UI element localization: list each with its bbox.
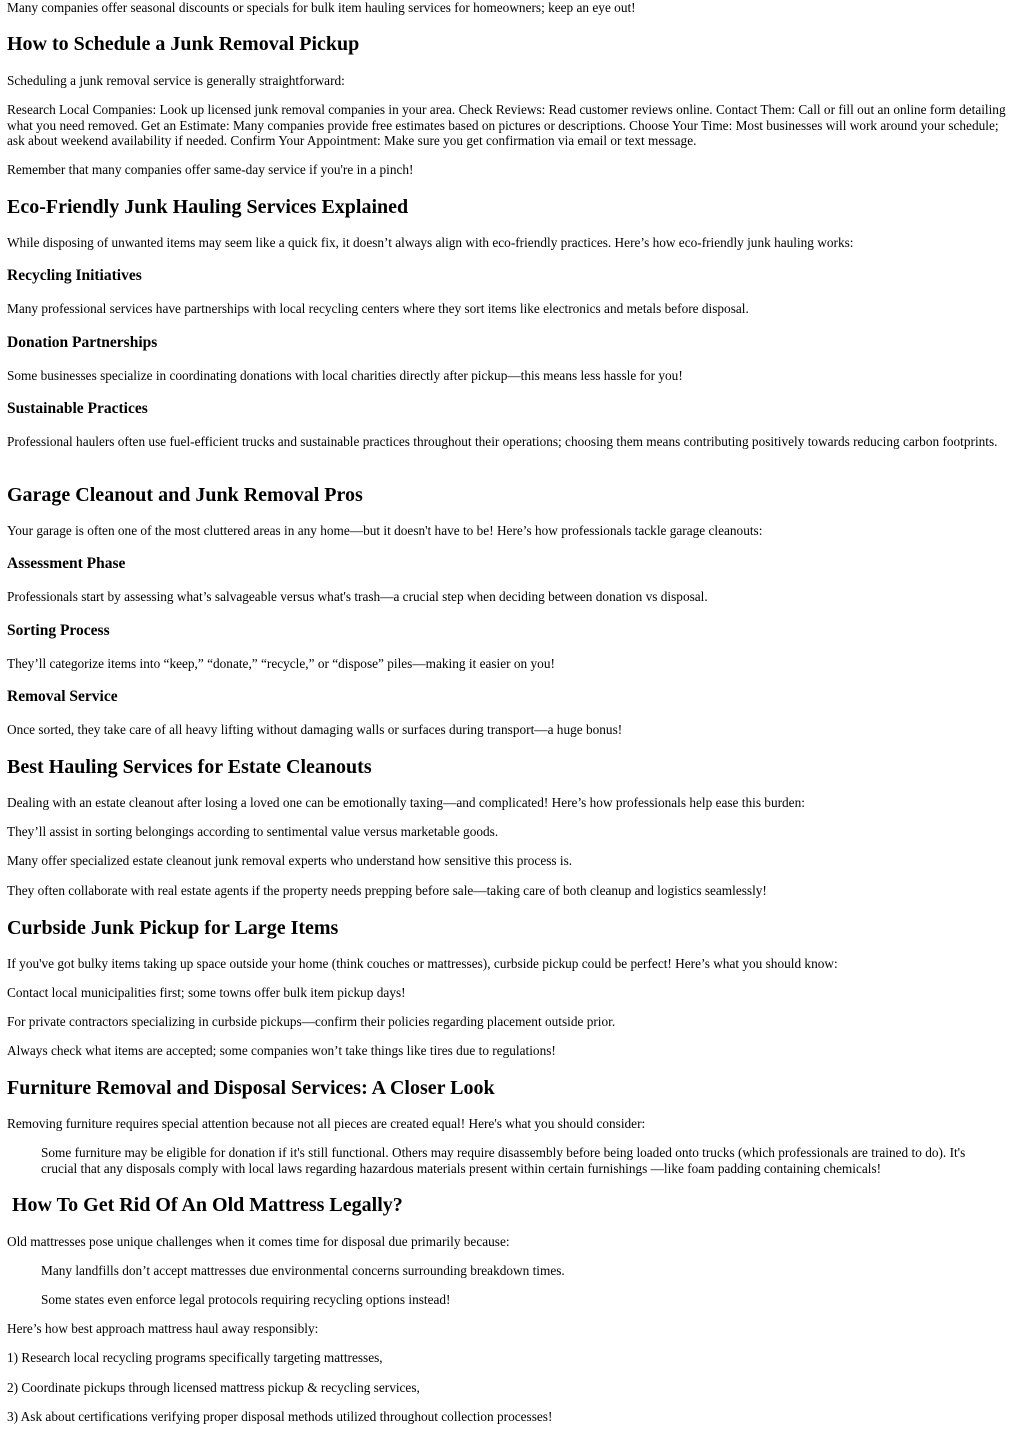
sorting-paragraph: They’ll categorize items into “keep,” “donate,” “recycle,” or “dispose” piles—making it easier on you! [7, 656, 555, 671]
garage-paragraph-1: Your garage is often one of the most cluttered areas in any home—but it doesn't have to be! Here’s how professionals tackle garage cleanouts: [7, 523, 763, 538]
heading-furniture: Furniture Removal and Disposal Services: A Closer Look [7, 1077, 495, 1099]
estate-paragraph-3: Many offer specialized estate cleanout junk removal experts who understand how sensitive this process is. [7, 853, 573, 868]
curbside-paragraph-2: Contact local municipalities first; some towns offer bulk item pickup days! [7, 985, 406, 1000]
eco-paragraph-1: While disposing of unwanted items may seem like a quick fix, it doesn’t always align with eco-friendly practices. Here’s how eco-friendly junk hauling works: [7, 235, 854, 250]
schedule-paragraph-1: Scheduling a junk removal service is generally straightforward: [7, 73, 345, 88]
mattress-paragraph-1: Old mattresses pose unique challenges when it comes time for disposal due primarily because: [7, 1234, 510, 1249]
recycling-paragraph: Many professional services have partnerships with local recycling centers where they sort items like electronics and metals before disposal. [7, 301, 749, 316]
heading-sustainable: Sustainable Practices [7, 400, 148, 417]
mattress-step-2: 2) Coordinate pickups through licensed mattress pickup & recycling services, [7, 1380, 420, 1395]
mattress-quote-2: Some states even enforce legal protocols requiring recycling options instead! [41, 1292, 451, 1307]
heading-donation: Donation Partnerships [7, 334, 158, 351]
intro-paragraph: Many companies offer seasonal discounts or specials for bulk item hauling services for homeowners; keep an eye out! [7, 0, 636, 15]
mattress-step-1: 1) Research local recycling programs specifically targeting mattresses, [7, 1350, 383, 1365]
furniture-paragraph-1: Removing furniture requires special attention because not all pieces are created equal! Here's what you should consider: [7, 1116, 646, 1131]
heading-estate: Best Hauling Services for Estate Cleanouts [7, 756, 372, 778]
sustainable-paragraph: Professional haulers often use fuel-efficient trucks and sustainable practices throughout their operations; choosing them means contributing positively towards reducing carbon footprints. [7, 434, 998, 449]
heading-sorting: Sorting Process [7, 622, 110, 639]
estate-paragraph-1: Dealing with an estate cleanout after losing a loved one can be emotionally taxing—and complicated! Here’s how professionals help ease this burden: [7, 795, 805, 810]
mattress-step-3: 3) Ask about certifications verifying proper disposal methods utilized throughout collection processes! [7, 1409, 553, 1424]
furniture-blockquote: Some furniture may be eligible for donation if it's still functional. Others may require disassembly before being loaded onto trucks (which professionals are trained to do). It's crucial that any disposals comply with local laws regarding hazardous materials present within certain furnishings —like foam padding containing chemicals! [41, 1145, 966, 1176]
mattress-paragraph-2: Here’s how best approach mattress haul away responsibly: [7, 1321, 319, 1336]
curbside-paragraph-3: For private contractors specializing in curbside pickups—confirm their policies regarding placement outside prior. [7, 1014, 616, 1029]
heading-curbside: Curbside Junk Pickup for Large Items [7, 917, 339, 939]
heading-assessment: Assessment Phase [7, 555, 126, 572]
estate-paragraph-4: They often collaborate with real estate agents if the property needs prepping before sale—taking care of both cleanup and logistics seamlessly! [7, 883, 767, 898]
heading-garage: Garage Cleanout and Junk Removal Pros [7, 484, 363, 506]
heading-removal: Removal Service [7, 688, 118, 705]
schedule-paragraph-2: Research Local Companies: Look up licensed junk removal companies in your area. Check Reviews: Read customer reviews online. Contact Them: Call or fill out an online form detailing what you need removed. Get an Estimate: Many companies provide free estimates based on pictures or descriptions. Choose Your Time: Most businesses will work around your schedule; ask about weekend availability if needed. Confirm Your Appointment: Make sure you get confirmation via email or text message. [7, 102, 1006, 148]
heading-recycling: Recycling Initiatives [7, 267, 142, 284]
mattress-quote-1: Many landfills don’t accept mattresses due environmental concerns surrounding breakdown times. [41, 1263, 565, 1278]
schedule-paragraph-3: Remember that many companies offer same-day service if you're in a pinch! [7, 162, 414, 177]
heading-eco: Eco-Friendly Junk Hauling Services Explained [7, 196, 409, 218]
curbside-paragraph-4: Always check what items are accepted; some companies won’t take things like tires due to regulations! [7, 1043, 556, 1058]
curbside-paragraph-1: If you've got bulky items taking up space outside your home (think couches or mattresses), curbside pickup could be perfect! Here’s what you should know: [7, 956, 838, 971]
removal-paragraph: Once sorted, they take care of all heavy lifting without damaging walls or surfaces during transport—a huge bonus! [7, 722, 623, 737]
estate-paragraph-2: They’ll assist in sorting belongings according to sentimental value versus marketable goods. [7, 824, 499, 839]
heading-mattress: How To Get Rid Of An Old Mattress Legally? [7, 1194, 403, 1216]
assessment-paragraph: Professionals start by assessing what’s salvageable versus what's trash—a crucial step when deciding between donation vs disposal. [7, 589, 708, 604]
heading-schedule: How to Schedule a Junk Removal Pickup [7, 33, 360, 55]
donation-paragraph: Some businesses specialize in coordinating donations with local charities directly after pickup—this means less hassle for you! [7, 368, 683, 383]
